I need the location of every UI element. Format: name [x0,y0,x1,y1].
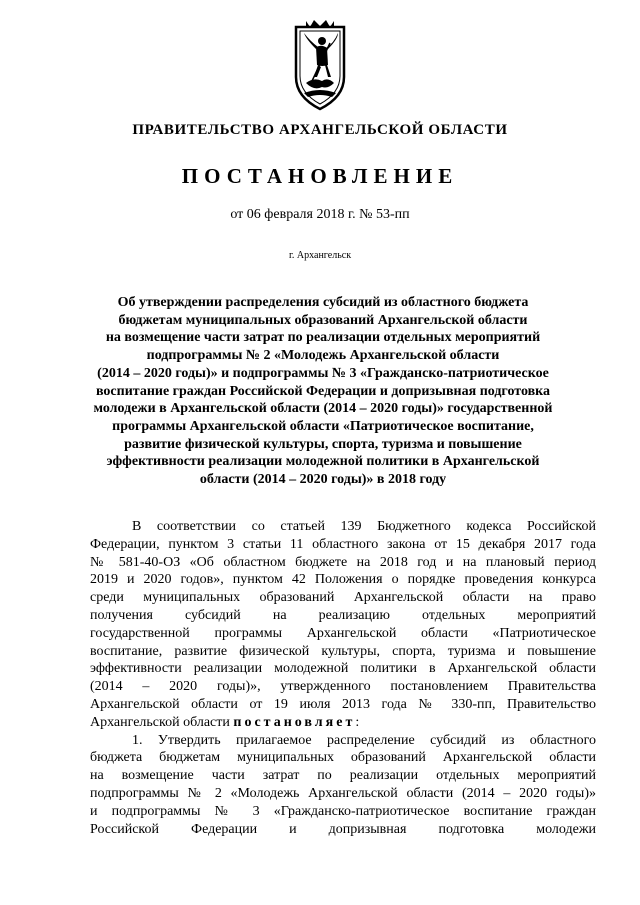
title-line: развитие физической культуры, спорта, туризма и повышение [124,436,522,452]
body-line: (2014 – 2020 годы)», утвержденного постановлением Правительства [90,679,596,695]
body-line: Архангельской области от 19 июля 2013 года № 330-пп, Правительство [90,696,596,712]
body-line: бюджета бюджетам муниципальных образований Архангельской области [90,750,596,766]
title-line: (2014 – 2020 годы)» и подпрограммы № 3 «Гражданско-патриотическое [97,365,549,381]
document-date-number: от 06 февраля 2018 г. № 53-пп [230,207,410,222]
title-line: эффективности реализации молодежной политики в Архангельской [106,454,540,470]
document-title [88,294,558,489]
title-line: программы Архангельской области «Патриотическое воспитание, [112,418,534,434]
body-line: № 581-40-ОЗ «Об областном бюджете на 2018 год и на плановый период [90,554,596,570]
body-line: 1. Утвердить прилагаемое распределение субсидий из областного [132,732,596,748]
body-line: среди муниципальных образований Архангельской области на право [90,590,596,606]
document-city: г. Архангельск [288,250,352,261]
body-line: получения субсидий на реализацию отдельных мероприятий [90,607,596,623]
body-line-resolution [90,714,596,732]
body-line: подпрограммы № 2 «Молодежь Архангельской области (2014 – 2020 годы)» [90,785,596,801]
resolution-suffix: : [355,714,360,730]
resolution-prefix: Архангельской области [90,714,234,730]
body-line: воспитание, развитие физической культуры, спорта, туризма и повышение [90,643,596,659]
title-line: молодежи в Архангельской области (2014 – 2020 годы)» государственной [93,401,553,417]
body-line: Федерации, пунктом 3 статьи 11 областного закона от 15 декабря 2017 года [90,536,596,552]
title-line: подпрограммы № 2 «Молодежь Архангельской области [146,348,500,364]
arkhangelsk-coat-of-arms-icon [292,17,348,112]
title-line: Об утверждении распределения субсидий из областного бюджета [117,295,529,310]
body-line: Российской Федерации и допризывная подготовка молодежи [90,821,596,837]
resolution-keyword: постановляет [233,714,356,730]
body-line: 2019 и 2020 годов», пунктом 42 Положения о порядке проведения конкурса [90,572,596,588]
title-line: на возмещение части затрат по реализации отдельных мероприятий [105,330,541,346]
body-line: на возмещение части затрат по реализации отдельных мероприятий [90,768,596,784]
body-line: В соответствии со статьей 139 Бюджетного кодекса Российской [132,519,596,534]
body-line: эффективности реализации молодежной политики в Архангельской области [90,661,596,677]
title-line: бюджетам муниципальных образований Архангельской области [118,312,528,328]
title-line: воспитание граждан Российской Федерации и допризывная подготовка [95,383,551,399]
title-line: области (2014 – 2020 годы)» в 2018 году [199,472,447,488]
document-body [90,518,596,838]
document-type: ПОСТАНОВЛЕНИЕ [181,164,459,188]
body-line: и подпрограммы № 3 «Гражданско-патриотическое воспитание граждан [90,803,596,819]
body-line: государственной программы Архангельской области «Патриотическое [90,625,596,641]
organization-name: ПРАВИТЕЛЬСТВО АРХАНГЕЛЬСКОЙ ОБЛАСТИ [132,122,508,138]
